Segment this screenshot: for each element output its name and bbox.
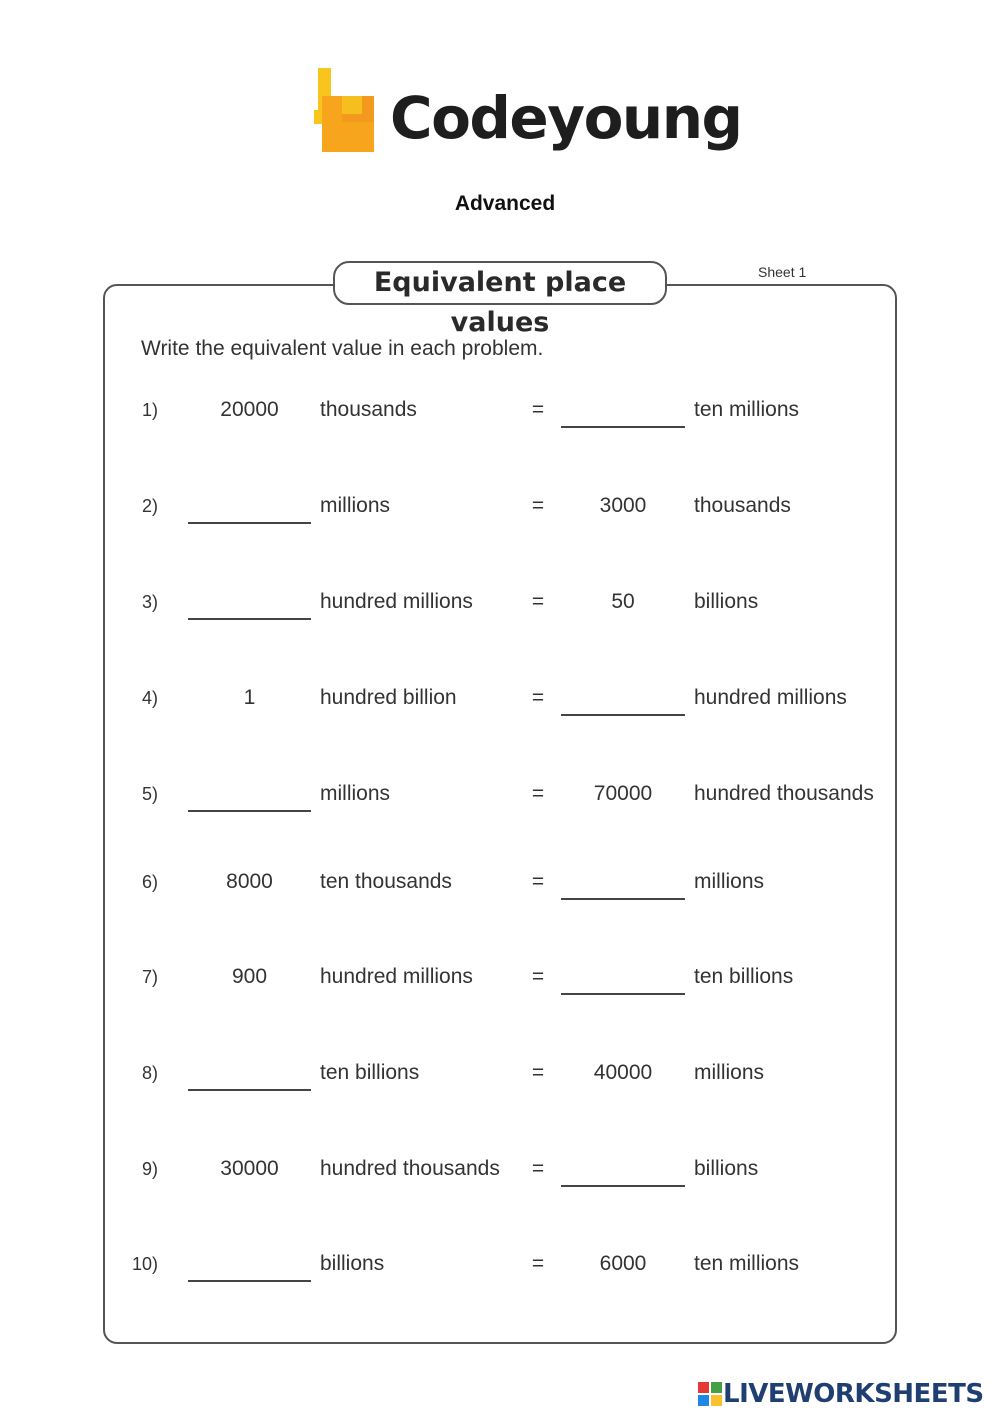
problem-number: 2) (141, 496, 158, 516)
place-value-unit: millions (694, 870, 765, 893)
codeyoung-logo-icon (312, 66, 378, 156)
answer-blank[interactable] (188, 1252, 311, 1282)
liveworksheets-brand: LIVEWORKSHEETS (723, 1379, 984, 1409)
answer-blank[interactable] (561, 686, 685, 716)
answer-blank[interactable] (188, 494, 311, 524)
answer-blank[interactable] (561, 1157, 685, 1187)
problem-row (0, 494, 1000, 534)
liveworksheets-logo-icon (698, 1382, 722, 1406)
given-value: 30000 (220, 1157, 279, 1180)
equals-sign: = (531, 965, 545, 988)
problem-number: 9) (141, 1159, 158, 1179)
problem-number: 6) (141, 872, 158, 892)
given-value: 8000 (226, 870, 273, 893)
place-value-unit: hundred thousands (694, 782, 874, 805)
equals-sign: = (531, 782, 545, 805)
liveworksheets-logo (698, 1380, 998, 1408)
place-value-unit: millions (320, 494, 391, 517)
given-value: 3000 (599, 494, 647, 517)
problem-number: 4) (141, 688, 158, 708)
place-value-unit: hundred millions (320, 965, 473, 988)
problem-number: 3) (141, 592, 158, 612)
sheet-label: Sheet 1 (758, 264, 807, 280)
codeyoung-logo (312, 66, 742, 166)
problem-row (0, 965, 1000, 1005)
problem-number: 8) (141, 1063, 158, 1083)
equals-sign: = (531, 494, 545, 517)
place-value-unit: thousands (320, 398, 417, 421)
problem-number: 5) (141, 784, 158, 804)
place-value-unit: millions (694, 1061, 765, 1084)
problem-row (0, 398, 1000, 438)
given-value: 900 (231, 965, 268, 988)
problem-row (0, 590, 1000, 630)
equals-sign: = (531, 398, 545, 421)
place-value-unit: thousands (694, 494, 791, 517)
answer-blank[interactable] (188, 782, 311, 812)
equals-sign: = (531, 590, 545, 613)
problem-number: 1) (141, 400, 158, 420)
problem-row (0, 782, 1000, 822)
place-value-unit: hundred millions (320, 590, 473, 613)
worksheet-title: Equivalent place values (333, 261, 667, 305)
place-value-unit: millions (320, 782, 391, 805)
equals-sign: = (531, 870, 545, 893)
place-value-unit: hundred millions (694, 686, 847, 709)
problem-row (0, 1252, 1000, 1292)
answer-blank[interactable] (561, 965, 685, 995)
place-value-unit: billions (694, 590, 759, 613)
place-value-unit: billions (694, 1157, 759, 1180)
place-value-unit: hundred billion (320, 686, 457, 709)
given-value: 6000 (599, 1252, 647, 1275)
problem-number: 7) (141, 967, 158, 987)
given-value: 50 (611, 590, 635, 613)
answer-blank[interactable] (561, 870, 685, 900)
given-value: 1 (243, 686, 256, 709)
given-value: 20000 (220, 398, 279, 421)
equals-sign: = (531, 1061, 545, 1084)
answer-blank[interactable] (188, 1061, 311, 1091)
equals-sign: = (531, 1252, 545, 1275)
given-value: 70000 (593, 782, 653, 805)
problem-row (0, 1157, 1000, 1197)
place-value-unit: ten thousands (320, 870, 452, 893)
instruction-text: Write the equivalent value in each problem. (141, 337, 544, 360)
place-value-unit: hundred thousands (320, 1157, 500, 1180)
place-value-unit: ten millions (694, 1252, 800, 1275)
place-value-unit: billions (320, 1252, 385, 1275)
given-value: 40000 (593, 1061, 653, 1084)
problem-row (0, 1061, 1000, 1101)
answer-blank[interactable] (188, 590, 311, 620)
problem-row (0, 870, 1000, 910)
problem-number: 10) (131, 1254, 158, 1274)
problem-row (0, 686, 1000, 726)
brand-name: Codeyoung (390, 84, 742, 152)
answer-blank[interactable] (561, 398, 685, 428)
place-value-unit: ten billions (694, 965, 794, 988)
place-value-unit: ten millions (694, 398, 800, 421)
level-heading: Advanced (454, 192, 556, 215)
equals-sign: = (531, 1157, 545, 1180)
place-value-unit: ten billions (320, 1061, 420, 1084)
equals-sign: = (531, 686, 545, 709)
